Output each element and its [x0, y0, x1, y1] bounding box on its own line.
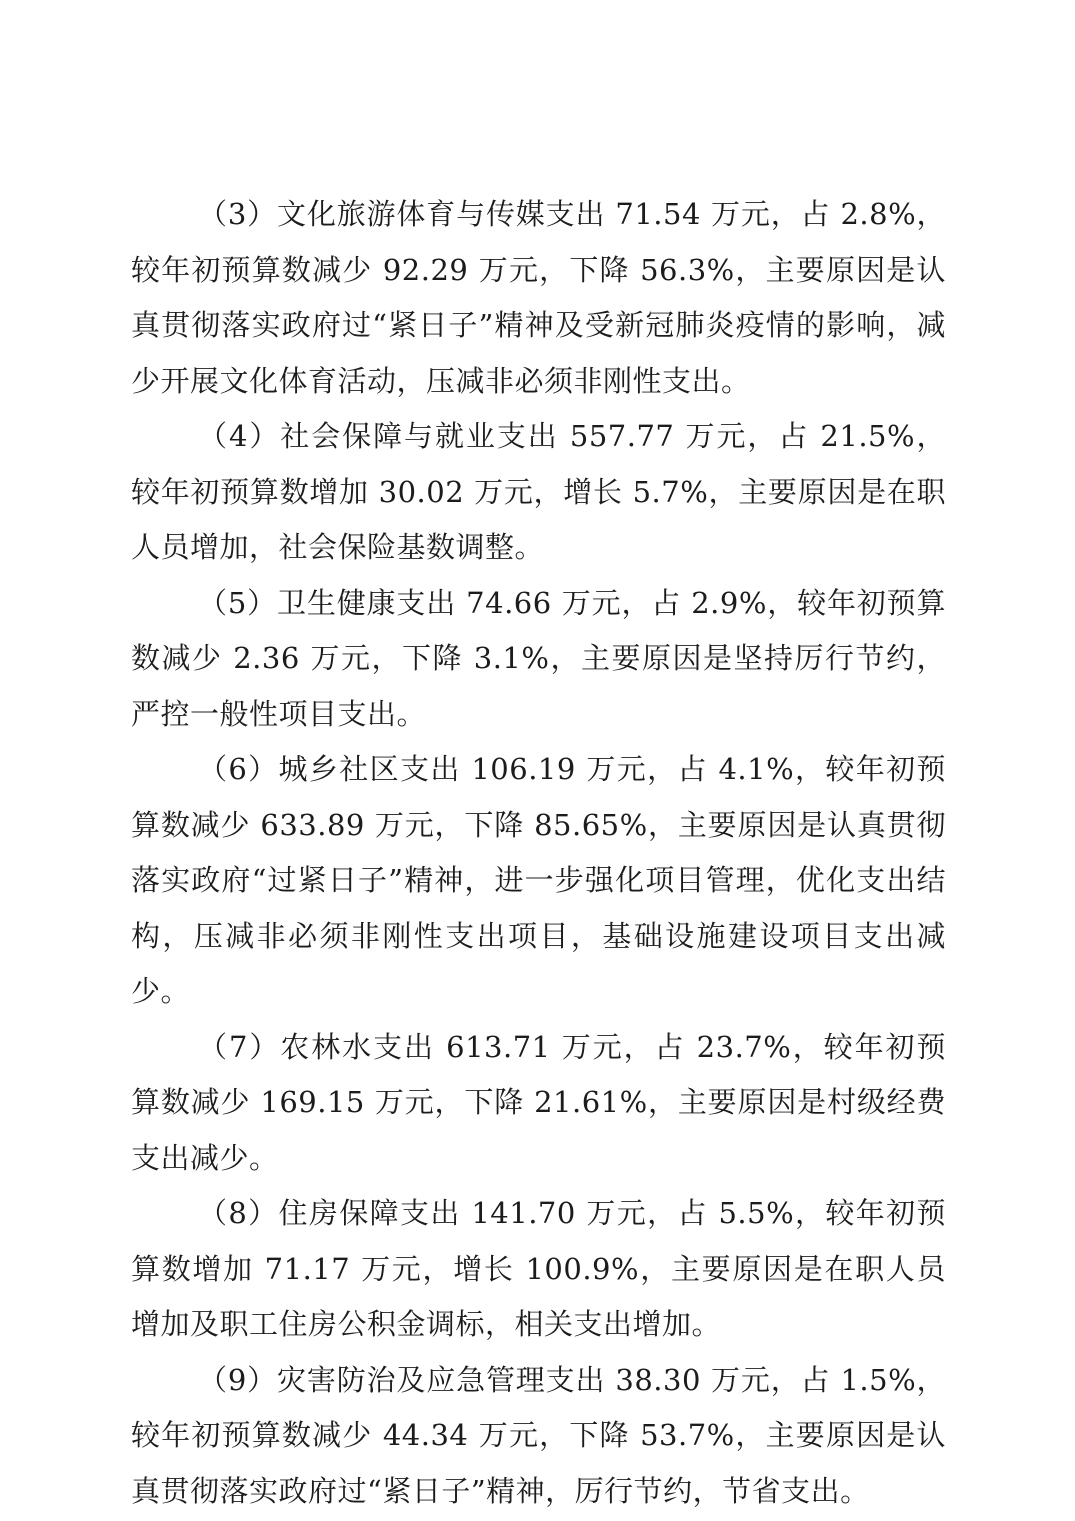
paragraph-health: （5）卫生健康支出 74.66 万元，占 2.9%，较年初预算数减少 2.36 万元，下降 3.1%，主要原因是坚持厉行节约，严控一般性项目支出。 [131, 585, 946, 731]
paragraph-agriculture-forestry-water: （7）农林水支出 613.71 万元，占 23.7%，较年初预算数减少 169.15 万元，下降 21.61%，主要原因是村级经费支出减少。 [131, 1029, 946, 1175]
paragraph-disaster-prevention-emergency: （9）灾害防治及应急管理支出 38.30 万元，占 1.5%，较年初预算数减少 44.34 万元，下降 53.7%，主要原因是认真贯彻落实政府过“紧日子”精神，厉行节约，节省支出。 [131, 1362, 946, 1508]
document-body [131, 187, 946, 1519]
paragraph-social-security-employment: （4）社会保障与就业支出 557.77 万元，占 21.5%，较年初预算数增加 30.02 万元，增长 5.7%，主要原因是在职人员增加，社会保险基数调整。 [131, 419, 946, 564]
paragraph-urban-rural-community: （6）城乡社区支出 106.19 万元，占 4.1%，较年初预算数减少 633.89 万元，下降 85.65%，主要原因是认真贯彻落实政府“过紧日子”精神，进一步强化项目管理，优化支出结构，压减非必须非刚性支出项目，基础设施建设项目支出减少。 [131, 752, 946, 1008]
paragraph-housing-security: （8）住房保障支出 141.70 万元，占 5.5%，较年初预算数增加 71.17 万元，增长 100.9%，主要原因是在职人员增加及职工住房公积金调标，相关支出增加。 [131, 1196, 946, 1341]
paragraph-culture-tourism-sports-media: （3）文化旅游体育与传媒支出 71.54 万元，占 2.8%，较年初预算数减少 92.29 万元，下降 56.3%，主要原因是认真贯彻落实政府过“紧日子”精神及受新冠肺炎疫情的影响，减少开展文化体育活动，压减非必须非刚性支出。 [131, 197, 946, 398]
